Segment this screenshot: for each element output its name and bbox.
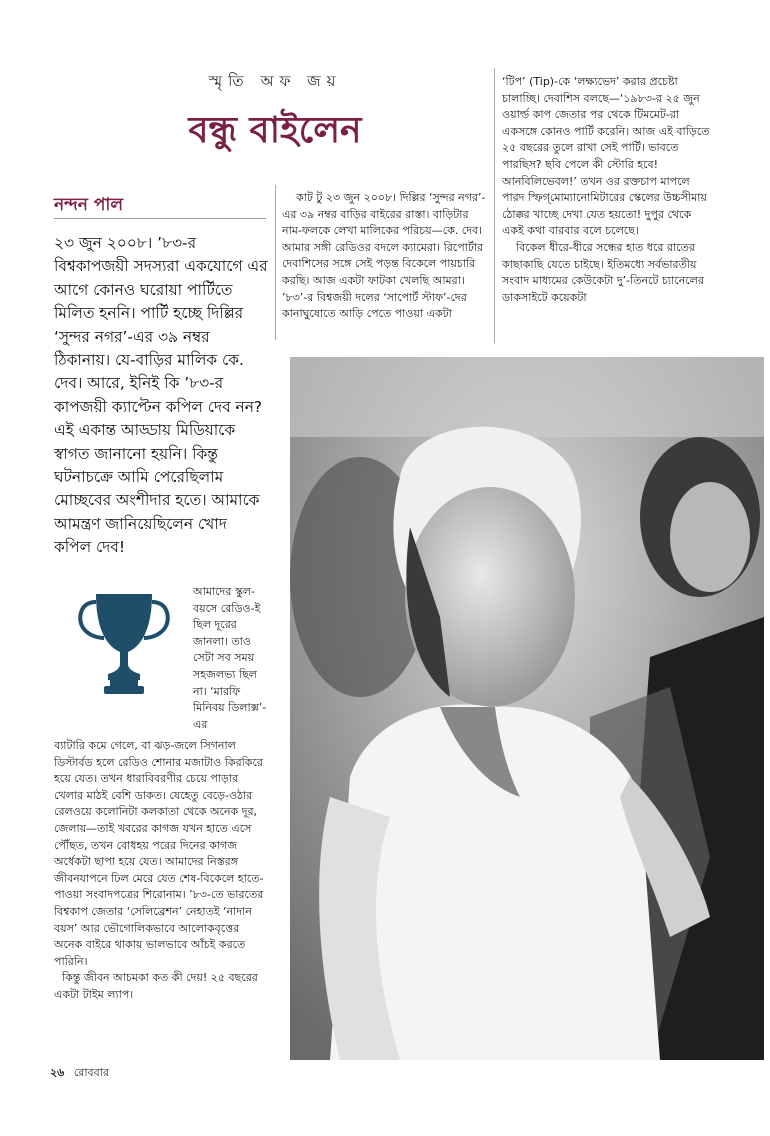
column-divider [275, 185, 276, 340]
column-two [282, 190, 488, 323]
sidebar-text [193, 584, 267, 733]
byline: নন্দন পাল [54, 195, 123, 215]
column-divider [494, 68, 495, 343]
byline-divider [54, 218, 266, 219]
column-three-para-1: ‘টিপ’ (Tip)-কে ‘লক্ষ্যভেদ’ করার প্রচেষ্টা চালাচ্ছি। দেবাশিস বলছে—‘১৯৮৩-র ২৫ জুন ওয়ার্ল্ড কাপ জেতার পর থেকে টিমমেট-রা একসঙ্গে কোনও পার্টি করেনি। আজ এই বাড়িতে ২৫ বছরের তুলে রাখা সেই পার্টি। ভাবতে পারছিস? ছবি পেলে কী স্টোরি হবে! আনবিলিভেবল!’ তখন ওর রক্তচাপ মাপলে পারদ স্ফিগ্‌মোম্যানোমিটারের স্কেলের উচ্চসীমায় ঠোক্কর খাচ্ছে দেখা যেত হয়তো! দুপুর থেকে একই কথা বারবার বলে চলেছে। [502, 75, 710, 238]
publication-name: রোববার [73, 1066, 110, 1079]
page-number: ২৬ [50, 1066, 65, 1079]
page-footer [50, 1064, 109, 1083]
lower-para-1: ব্যাটারি কমে গেলে, বা ঝড়-জলে সিগনাল ডিস্টার্বড হলে রেডিও শোনার মজাটাও কিরকিরে হয়ে যেত। তখন ধারাবিবরণীর চেয়ে পাড়ার খেলার মাঠই বেশি ডাকত। যেহেতু বেড়ে-ওঠার রেলওয়ে কলোনিটা কলকাতা থেকে অনেক দূর, জেলায়—তাই খবরের কাগজ যখন হাতে এসে পৌঁছত, তখন বোধহয় পরের দিনের কাগজ অর্ধেকটা ছাপা হয়ে যেত। আমাদের নিস্তরঙ্গ জীবনযাপনে ঢিল মেরে যেত শেষ-বিকেলে হাতে-পাওয়া সংবাদপত্রের শিরোনাম। ’৮৩-তে ভারতের বিশ্বকাপ জেতার ‘সেলিব্রেশন’ নেহাতই ‘নাদান বয়স’ আর ভৌগোলিকভাবে আলোকবৃত্তের অনেক বাইরে থাকায় ভালভাবে আঁচই করতে পারিনি। [54, 739, 264, 968]
trophy-icon [74, 588, 174, 698]
sidebar-text-content: আমাদের স্কুল-বয়সে রেডিও-ই ছিল দূরের জানলা। তাও সেটা সব সময় সহজলভ্য ছিল না। ‘মারফি মিনিবয় ডিলাক্স’-এর [193, 585, 267, 731]
section-kicker: স্মৃতি অফ জয় [208, 72, 342, 90]
column-three-para-2: বিকেল ধীরে-ধীরে সন্ধের হাত ধরে রাতের কাছাকাছি যেতে চাইছে। ইতিমধ্যে সর্বভারতীয় সংবাদ মাধ্যমের কেউকেটা দু’-তিনটে চ্যানেলের ডাকসাইটে কয়েকটা [502, 240, 704, 304]
archival-photo [290, 357, 764, 1060]
column-two-text: কাট টু ২৩ জুন ২০০৮। দিল্লির ‘সুন্দর নগর’-এর ৩৯ নম্বর বাড়ির বাইরের রাস্তা। বাড়িটার নাম-ফলকে লেখা মালিকের পরিচয়—কে. দেব। আমার সঙ্গী রেডিওর বদলে ক্যামেরা। রিপোর্টার দেবাশিসের সঙ্গে সেই পড়ন্ত বিকেলে পায়চারি করছি। আজ একটা ফাটকা খেলছি আমরা। ’৮৩’-র বিশ্বজয়ী দলের ‘সাপোর্ট স্টাফ’-দের কানাঘুষোতে আড়ি পেতে পাওয়া একটা [282, 191, 486, 321]
lower-para-2: কিন্তু জীবন আচমকা কত কী দেয়! ২৫ বছরের একটা টাইম ল্যাপ। [54, 971, 258, 1001]
lead-paragraph [54, 232, 268, 560]
lower-column [54, 738, 268, 1004]
column-three [502, 74, 712, 306]
headline: বন্ধু বাইলেন [188, 109, 362, 151]
lead-text: ২৩ জুন ২০০৮। ’৮৩-র বিশ্বকাপজয়ী সদস্যরা একযোগে এর আগে কোনও ঘরোয়া পার্টিতে মিলিত হননি। পার্টি হচ্ছে দিল্লির ‘সুন্দর নগর’-এর ৩৯ নম্বর ঠিকানায়। যে-বাড়ির মালিক কে. দেব। আরে, ইনিই কি ’৮৩-র কাপজয়ী ক্যাপ্টেন কপিল দেব নন? এই একান্ত আড্ডায় মিডিয়াকে স্বাগত জানানো হয়নি। কিন্তু ঘটনাচক্রে আমি পেরেছিলাম মোচ্ছবের অংশীদার হতে। আমাকে আমন্ত্রণ জানিয়েছিলেন খোদ কপিল দেব! [54, 234, 268, 557]
